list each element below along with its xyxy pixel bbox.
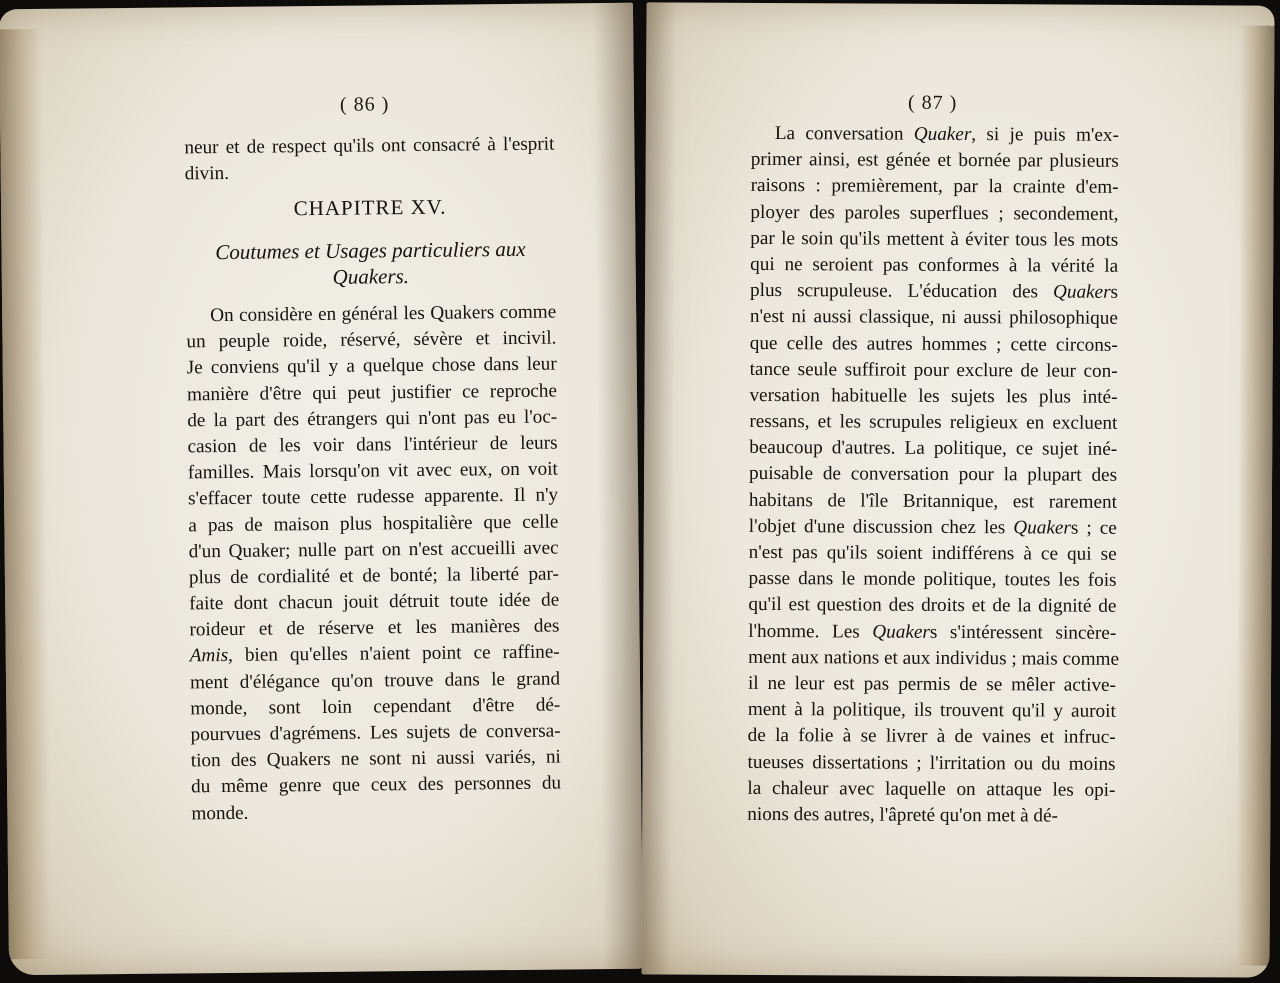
text-line: nions des autres, l'âpreté qu'on met à dé- [747, 803, 1058, 827]
text-line: tance seule suffiroit pour exclure de leur con- [749, 358, 1118, 382]
text-line: de la part des étrangers qui n'ont pas eu l'oc- [187, 406, 558, 432]
text-line: par le soin qu'ils mettent à éviter tous les mots [750, 227, 1119, 251]
text-line: primer ainsi, est génée et bornée par plusieurs [750, 149, 1119, 173]
text-line: habitans de l'île Britannique, est rarement [748, 489, 1117, 513]
right-page [641, 2, 1274, 977]
text-line: de la folie à se livrer à de vaines et infruc- [747, 725, 1116, 749]
text-line: plus scrupuleuse. L'éducation des Quakers [749, 280, 1119, 303]
left-top-text [184, 132, 555, 188]
chapter-heading: CHAPITRE XV. [293, 194, 447, 221]
page-edge-right [1236, 25, 1275, 965]
right-body-text [747, 121, 1119, 830]
text-line: qu'il est question des droits et de la dignité de [748, 594, 1117, 618]
text-line: tion des Quakers ne sont ni aussi variés, ni [190, 746, 561, 772]
text-line: l'homme. Les Quakers s'intéressent sincère- [748, 620, 1117, 644]
text-line: l'objet d'une discussion chez les Quakers ; ce [748, 515, 1117, 539]
text-line: que celle des autres hommes ; cette circons- [749, 332, 1118, 356]
text-line: tueuses dissertations ; l'irritation ou du moins [747, 751, 1116, 775]
text-line: familles. Mais lorsqu'on vit avec eux, on voit [187, 458, 558, 484]
text-line: plus de cordialité et de bonté; la liberté par- [188, 563, 560, 589]
text-line: beaucoup d'autres. La politique, ce sujet iné- [749, 437, 1118, 461]
text-line: ment à la politique, ils trouvent qu'il y auroit [747, 699, 1116, 722]
text-line: ment aux nations et aux individus ; mais comme [748, 646, 1120, 670]
text-line: il ne leur est pas permis de se mêler active- [747, 672, 1117, 696]
text-line: versation habituelle les sujets les plus inté- [749, 384, 1118, 408]
text-line: casion de les voir dans l'intérieur de leurs [187, 432, 558, 458]
text-line: la chaleur avec laquelle on attaque les opi- [747, 777, 1116, 801]
text-line: Amis, bien qu'elles n'aient point ce raffine- [189, 641, 560, 667]
text-line: du même genre que ceux des personnes du [191, 772, 562, 798]
text-line: La conversation Quaker, si je puis m'ex- [774, 123, 1119, 146]
text-line: monde. [191, 802, 249, 824]
text-line: manière d'être qui peut justifier ce reproche [186, 380, 558, 405]
text-line: ressans, et les scrupules religieux en excluent [749, 410, 1118, 434]
text-line: d'un Quaker; nulle part on n'est accueilli avec [188, 537, 559, 563]
chapter-subtitle [185, 236, 556, 292]
text-line: divin. [184, 163, 230, 185]
page-edge-left [0, 29, 51, 959]
text-line: monde, sont loin cependant d'être dé- [190, 694, 561, 720]
text-line: pourvues d'agrémens. Les sujets de conversa- [190, 720, 561, 746]
text-line: passe dans le monde politique, toutes les fois [748, 568, 1117, 592]
left-body-text [186, 300, 561, 828]
subtitle-line: Coutumes et Usages particuliers aux [215, 236, 526, 265]
text-line: a pas de maison plus hospitalière que celle [188, 511, 559, 536]
text-line: Je conviens qu'il y a quelque chose dans leur [186, 353, 557, 379]
text-line: un peuple roide, réservé, sévère et incivil. [186, 327, 557, 353]
text-line: raisons : premièrement, par la crainte d'em- [750, 175, 1119, 199]
text-line: ployer des paroles superflues ; secondement, [750, 201, 1119, 225]
text-line: n'est pas qu'ils soient indifférens à ce qui se [748, 541, 1117, 565]
text-line: On considère en général les Quakers comme [210, 301, 557, 327]
text-line: s'effacer toute cette rudesse apparente. Il n'y [187, 484, 559, 510]
text-line: roideur et de réserve et les manières des [189, 615, 560, 641]
text-line: faite dont chacun jouit détruit toute idée de [189, 589, 560, 615]
text-line: ment d'élégance qu'on trouve dans le grand [189, 668, 561, 694]
text-line: puisable de conversation pour la plupart des [749, 463, 1118, 487]
text-line: n'est ni aussi classique, ni aussi philosophique [749, 306, 1118, 330]
page-number-86: ( 86 ) [339, 93, 390, 116]
left-page [0, 3, 643, 976]
page-number-87: ( 87 ) [907, 91, 958, 114]
text-line: qui ne seroient pas conformes à la vérité la [750, 253, 1119, 277]
subtitle-line: Quakers. [332, 264, 410, 290]
text-line: neur et de respect qu'ils ont consacré à l'esprit [184, 133, 555, 159]
